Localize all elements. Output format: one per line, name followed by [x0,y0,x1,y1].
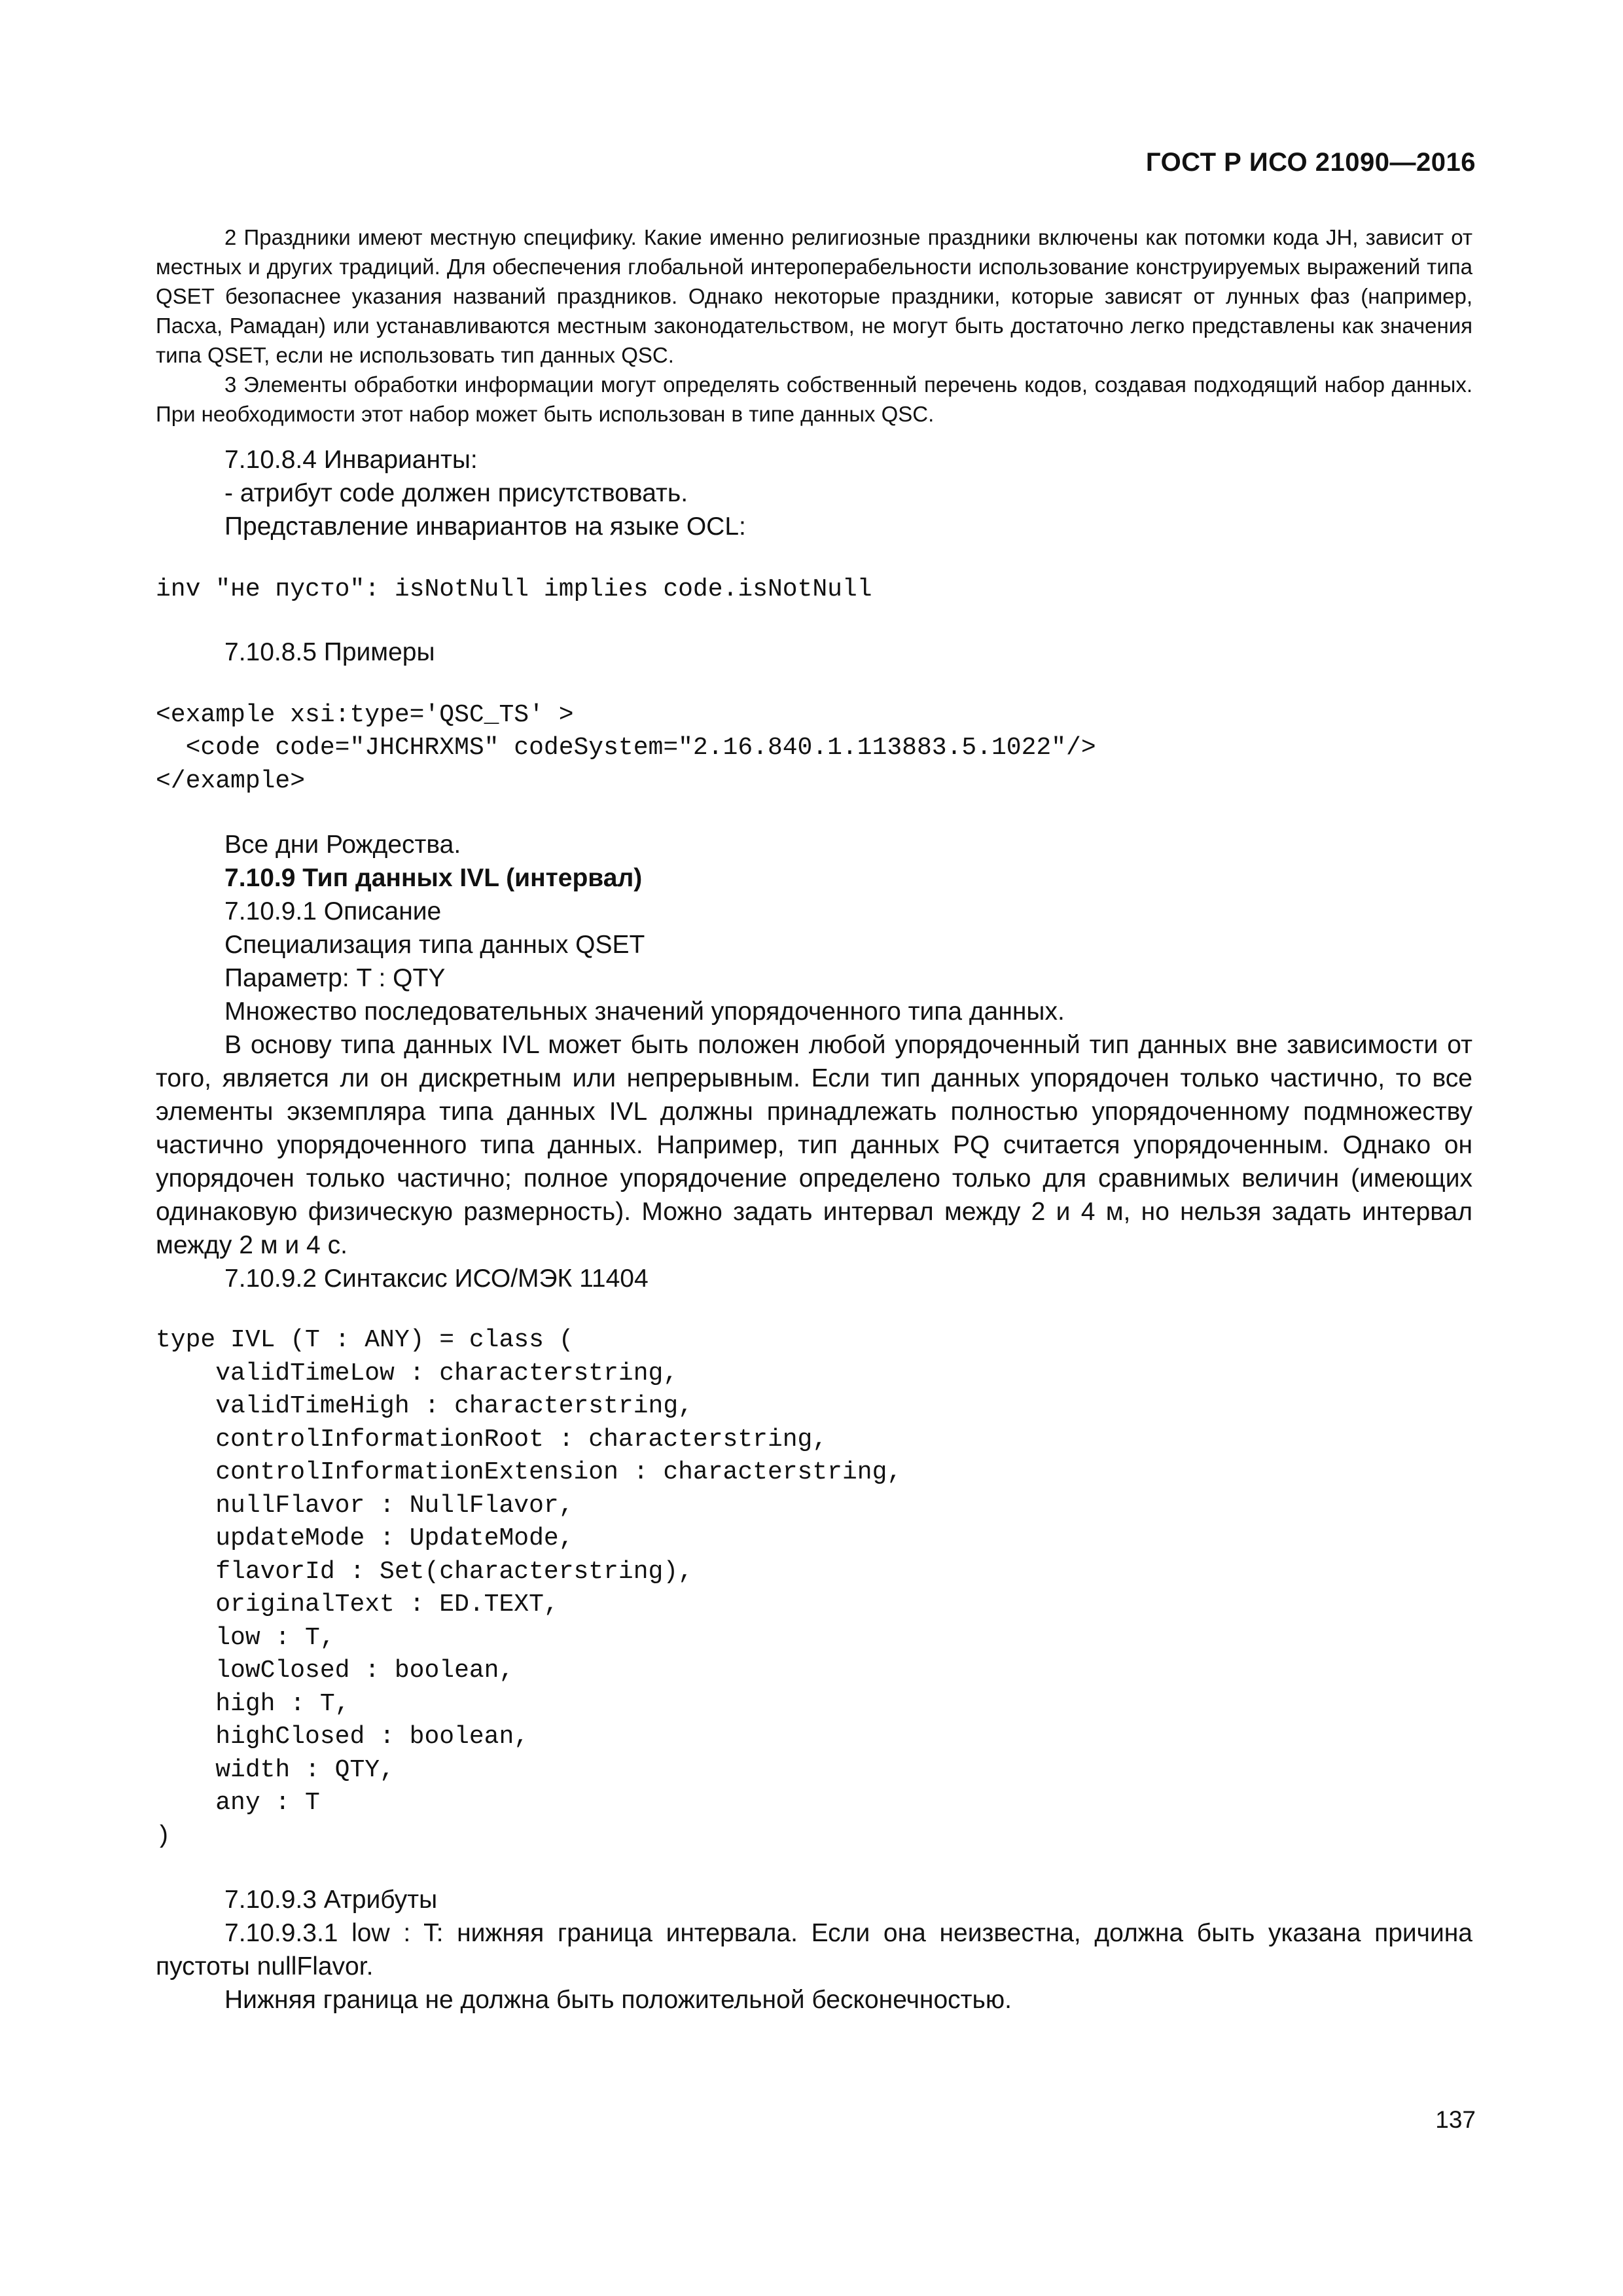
ocl-code-block: inv "не пусто": isNotNull implies code.isNotNull [156,575,872,603]
ivl-paragraph: В основу типа данных IVL может быть положен любой упорядоченный тип данных вне зависимости от того, является ли он дискретным или непрерывным. Если тип данных упорядочен только частично, то все элементы экземпляра типа данных IVL должны принадлежать полностью упорядоченному подмножеству частично упорядоченного типа данных. Например, тип данных PQ считается упорядоченным. Однако он упорядочен только частично; полное упорядочение определено только для сравнимых величин (имеющих одинаковую физическую размерность). Можно задать интервал между 2 и 4 м, но нельзя задать интервал между 2 м и 4 с. [156,1031,1472,1259]
examples-heading: 7.10.8.5 Примеры [224,637,435,666]
example-code-block: <example xsi:type='QSC_TS' > <code code="JHCHRXMS" codeSystem="2.16.840.1.113883.5.1022"/> </example> [156,700,1096,795]
set-description: Множество последовательных значений упорядоченного типа данных. [224,997,1065,1026]
document-header: ГОСТ Р ИСО 21090—2016 [1145,148,1476,177]
note-2: 2 Праздники имеют местную специфику. Какие именно религиозные праздники включены как потомки кода JH, зависит от местных и других традиций. Для обеспечения глобальной интероперабельности использование конструируемых выражений типа QSET безопаснее указания названий праздников. Однако некоторые праздники, которые зависят от лунных фаз (например, Пасха, Рамадан) или устанавливаются местным законодательством, не могут быть достаточно легко представлены как значения типа QSET, если не использовать тип данных QSC. [156,225,1472,367]
invariants-item: - атрибут code должен присутствовать. [224,479,688,507]
syntax-code-block: type IVL (T : ANY) = class ( validTimeLow : characterstring, validTimeHigh : characterstring, controlInformationRoot : characterstring, controlInformationExtension : characterstring, nullFlavor : NullFlavor, updateMode : UpdateMode, flavorId : Set(characterstring), originalText : ED.TEXT, low : T, lowClosed : boolean, high : T, highClosed : boolean, width : QTY, any : T ) [156,1326,902,1850]
page-content [156,223,1472,2017]
note-3: 3 Элементы обработки информации могут определять собственный перечень кодов, создавая подходящий набор данных. При необходимости этот набор может быть использован в типе данных QSC. [156,372,1472,426]
attribute-low: 7.10.9.3.1 low : T: нижняя граница интервала. Если она неизвестна, должна быть указана причина пустоты nullFlavor. [156,1919,1472,1981]
parameter-text: Параметр: T : QTY [224,964,446,992]
example-caption: Все дни Рождества. [224,831,461,859]
specialization-text: Специализация типа данных QSET [224,931,645,959]
attribute-low-note: Нижняя граница не должна быть положительной бесконечностью. [224,1986,1012,2014]
page-number: 137 [1435,2106,1476,2133]
description-heading: 7.10.9.1 Описание [224,897,442,925]
section-heading-ivl: 7.10.9 Тип данных IVL (интервал) [224,864,643,892]
invariants-heading: 7.10.8.4 Инварианты: [224,446,478,474]
ocl-intro: Представление инвариантов на языке OCL: [224,512,746,541]
attributes-heading: 7.10.9.3 Атрибуты [224,1886,438,1914]
syntax-heading: 7.10.9.2 Синтаксис ИСО/МЭК 11404 [224,1265,649,1293]
